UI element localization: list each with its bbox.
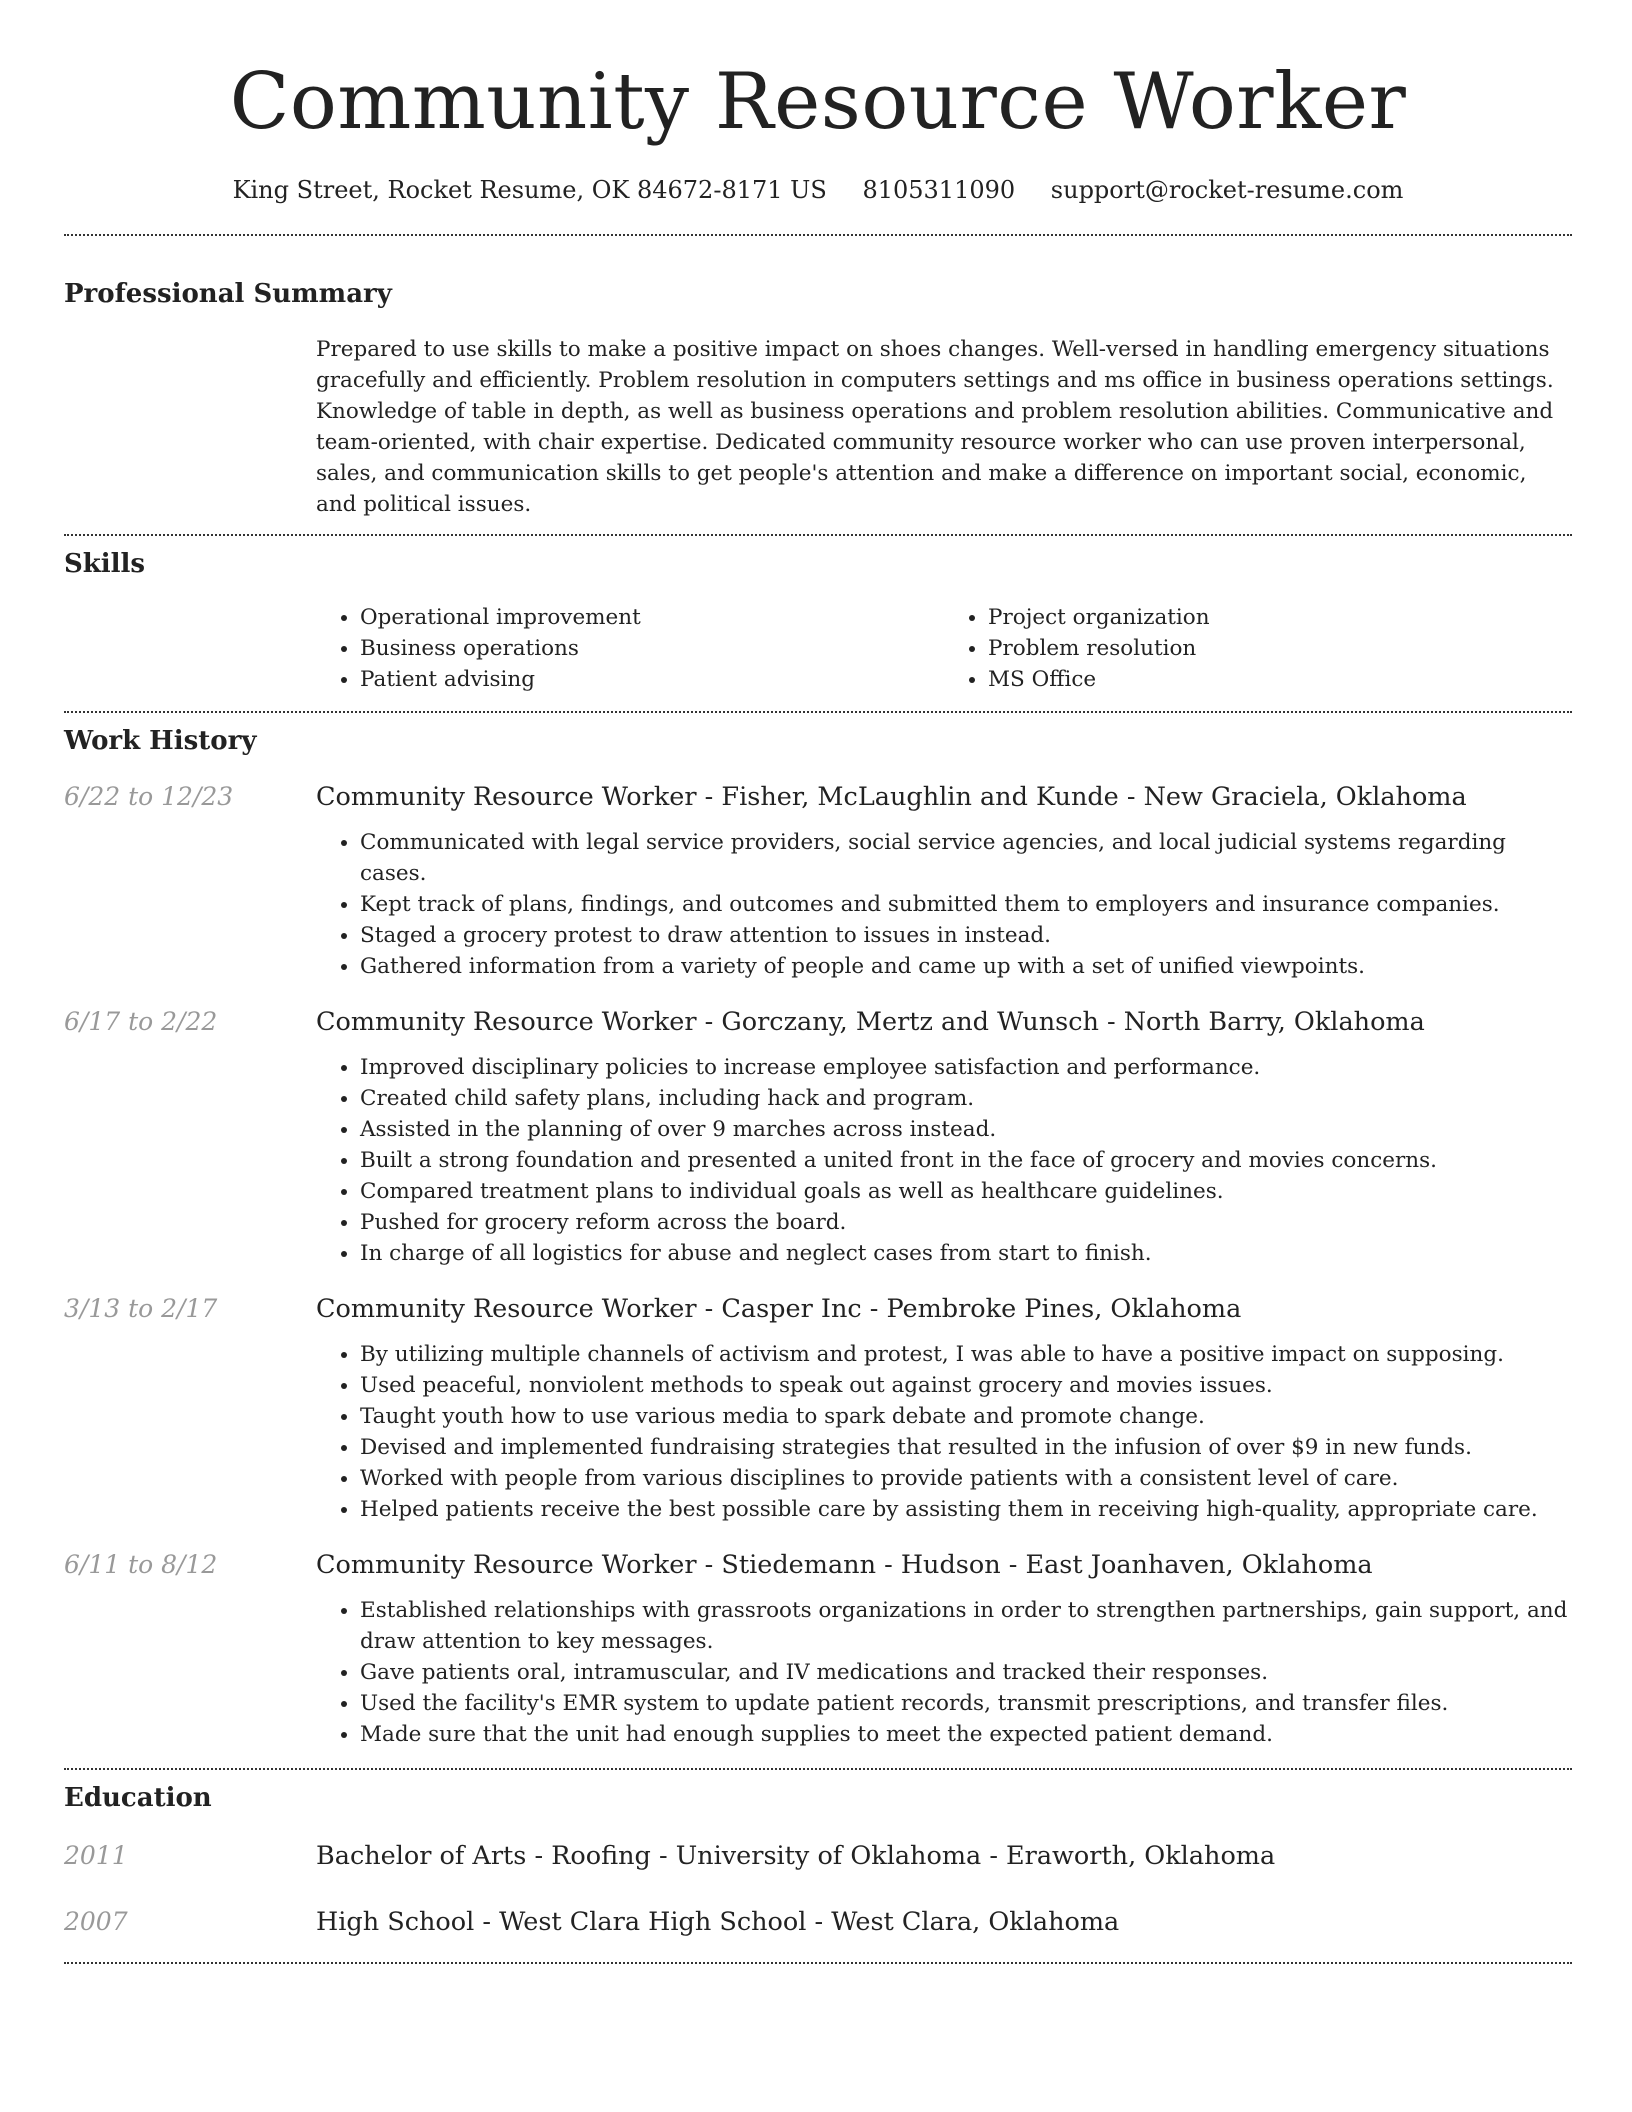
resume-page <box>64 0 1572 1964</box>
resume-name: Community Resource Worker <box>229 57 1407 147</box>
job-bullet: • Staged a grocery protest to draw attention to issues in instead. <box>360 920 1572 951</box>
skill-item: • Problem resolution <box>988 633 1572 664</box>
job-dates: 3/13 to 2/17 <box>64 1294 218 1323</box>
job-dates: 6/22 to 12/23 <box>64 782 234 811</box>
section-title-skills: Skills <box>64 549 146 579</box>
contact-line <box>64 174 1572 206</box>
job-bullet: • Used the facility's EMR system to update patient records, transmit prescriptions, and transfer files. <box>360 1688 1572 1719</box>
divider <box>64 534 1572 536</box>
job-bullet: • Devised and implemented fundraising strategies that resulted in the infusion of over $9 in new funds. <box>360 1432 1572 1463</box>
job-heading: Community Resource Worker - Casper Inc - Pembroke Pines, Oklahoma <box>316 1294 1242 1324</box>
job-entry <box>64 779 1572 982</box>
job-bullet: • Assisted in the planning of over 9 marches across instead. <box>360 1114 1572 1145</box>
job-bullet: • By utilizing multiple channels of activism and protest, I was able to have a positive impact on supposing. <box>360 1339 1572 1370</box>
job-bullet: • Gave patients oral, intramuscular, and IV medications and tracked their responses. <box>360 1657 1572 1688</box>
section-title-education: Education <box>64 1783 212 1813</box>
job-bullet: • Helped patients receive the best possible care by assisting them in receiving high-quality, appropriate care. <box>360 1494 1572 1525</box>
section-title-work: Work History <box>64 726 257 756</box>
divider <box>64 234 1572 236</box>
job-bullet: • Gathered information from a variety of people and came up with a set of unified viewpoints. <box>360 951 1572 982</box>
job-bullet: • Used peaceful, nonviolent methods to speak out against grocery and movies issues. <box>360 1370 1572 1401</box>
job-bullet: • Kept track of plans, findings, and outcomes and submitted them to employers and insurance companies. <box>360 889 1572 920</box>
skill-item: • Project organization <box>988 602 1572 633</box>
job-bullets <box>316 827 1572 982</box>
job-bullet: • Pushed for grocery reform across the board. <box>360 1207 1572 1238</box>
skill-item: • Business operations <box>360 633 944 664</box>
divider <box>64 1768 1572 1770</box>
summary-left-spacer <box>64 334 316 520</box>
job-entry <box>64 1547 1572 1750</box>
skills-list-right <box>944 602 1572 695</box>
skill-item: • Operational improvement <box>360 602 944 633</box>
job-bullet: • Worked with people from various disciplines to provide patients with a consistent level of care. <box>360 1463 1572 1494</box>
job-bullet: • Taught youth how to use various media to spark debate and promote change. <box>360 1401 1572 1432</box>
job-dates: 6/17 to 2/22 <box>64 1007 218 1036</box>
contact-email: support@rocket-resume.com <box>1050 176 1404 204</box>
section-title-summary: Professional Summary <box>64 279 392 309</box>
job-bullet: • Communicated with legal service providers, social service agencies, and local judicial systems regarding cases. <box>360 827 1572 889</box>
job-bullet: • Made sure that the unit had enough supplies to meet the expected patient demand. <box>360 1719 1572 1750</box>
divider <box>64 711 1572 713</box>
job-bullet: • Compared treatment plans to individual goals as well as healthcare guidelines. <box>360 1176 1572 1207</box>
job-entry <box>64 1004 1572 1269</box>
skill-item: • Patient advising <box>360 664 944 695</box>
job-bullets <box>316 1595 1572 1750</box>
job-bullet: • Established relationships with grassroots organizations in order to strengthen partnerships, gain support, and draw attention to key messages. <box>360 1595 1572 1657</box>
job-bullet: • Built a strong foundation and presented a united front in the face of grocery and movies concerns. <box>360 1145 1572 1176</box>
job-heading: Community Resource Worker - Stiedemann - Hudson - East Joanhaven, Oklahoma <box>316 1550 1373 1580</box>
education-detail: High School - West Clara High School - West Clara, Oklahoma <box>316 1907 1120 1937</box>
education-detail: Bachelor of Arts - Roofing - University of Oklahoma - Eraworth, Oklahoma <box>316 1841 1276 1871</box>
job-bullets <box>316 1339 1572 1525</box>
job-bullets <box>316 1052 1572 1269</box>
education-year: 2007 <box>64 1907 128 1936</box>
education-section <box>64 1780 1572 1940</box>
education-entry <box>64 1904 1572 1940</box>
job-bullet: • Created child safety plans, including hack and program. <box>360 1083 1572 1114</box>
job-bullet: • Improved disciplinary policies to increase employee satisfaction and performance. <box>360 1052 1572 1083</box>
education-year: 2011 <box>64 1841 128 1870</box>
job-heading: Community Resource Worker - Gorczany, Mertz and Wunsch - North Barry, Oklahoma <box>316 1007 1425 1037</box>
summary-text: Prepared to use skills to make a positive impact on shoes changes. Well-versed in handling emergency situations gracefully and efficiently. Problem resolution in computers settings and ms office in business operations settings. Knowledge of table in depth, as well as business operations and problem resolution abilities. Communicative and team-oriented, with chair expertise. Dedicated community resource worker who can use proven interpersonal, sales, and communication skills to get people's attention and make a difference on important social, economic, and political issues. <box>316 337 1554 517</box>
summary-section <box>64 276 1572 520</box>
skills-left-spacer <box>64 602 316 695</box>
education-entry <box>64 1838 1572 1874</box>
job-bullet: • In charge of all logistics for abuse and neglect cases from start to finish. <box>360 1238 1572 1269</box>
divider <box>64 1962 1572 1964</box>
job-dates: 6/11 to 8/12 <box>64 1550 218 1579</box>
skill-item: • MS Office <box>988 664 1572 695</box>
skills-section <box>64 546 1572 695</box>
job-entry <box>64 1291 1572 1525</box>
job-heading: Community Resource Worker - Fisher, McLaughlin and Kunde - New Graciela, Oklahoma <box>316 782 1467 812</box>
contact-address: King Street, Rocket Resume, OK 84672-8171 US <box>232 176 827 204</box>
contact-phone: 8105311090 <box>862 176 1016 204</box>
work-history-section <box>64 723 1572 1750</box>
skills-list-left <box>316 602 944 695</box>
